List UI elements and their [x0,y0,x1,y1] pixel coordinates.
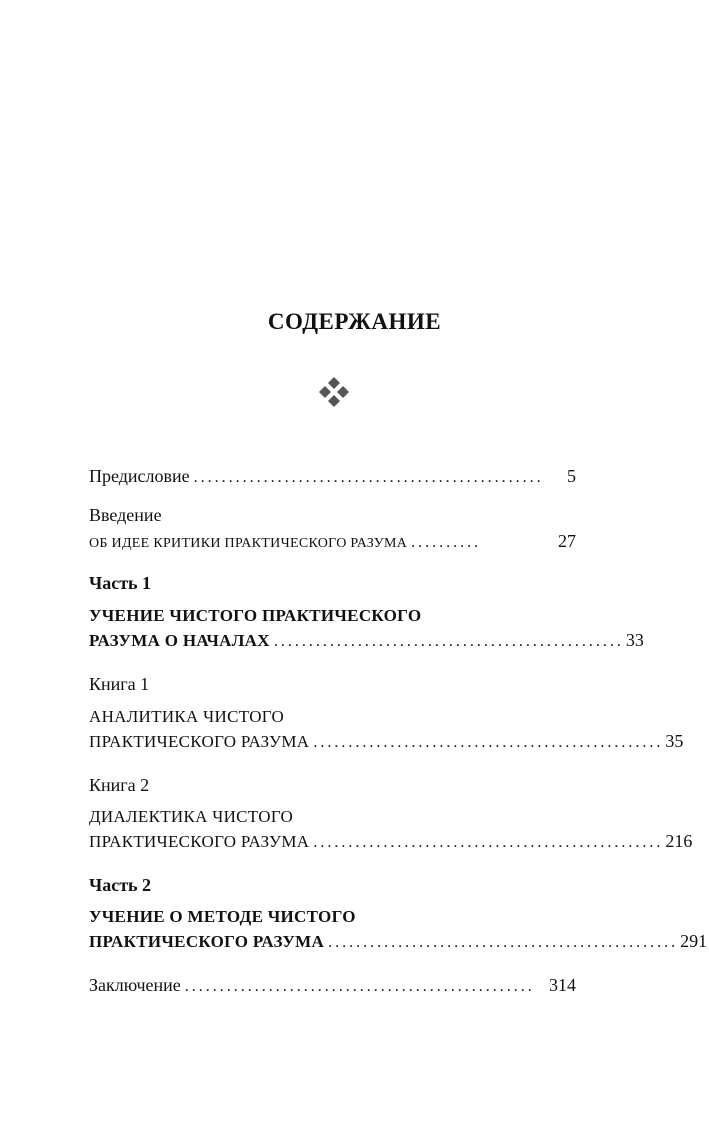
toc-entry-label: Заключение [89,975,181,995]
toc-entry-conclusion[interactable] [89,974,576,998]
toc-heading-intro: Введение [89,505,162,525]
page-title: СОДЕРЖАНИЕ [267,309,442,334]
toc-leader-dots: .................................................. [313,734,664,751]
toc-leader-dots: .......... [411,534,482,551]
toc-heading-part2: Часть 2 [89,875,152,895]
toc-entry-intro[interactable] [89,530,576,555]
table-of-contents [89,0,708,1122]
toc-entry-book2[interactable] [89,830,693,854]
toc-leader-dots: .................................................. [193,469,544,486]
toc-page-number: 35 [665,731,684,751]
toc-page-number: 291 [680,931,708,951]
toc-entry-label: РАЗУМА О НАЧАЛАХ [89,631,270,650]
toc-heading-book2: Книга 2 [89,775,150,795]
toc-entry-label: ПРАКТИЧЕСКОГО РАЗУМА [89,932,325,951]
toc-part2-title-line1: УЧЕНИЕ О МЕТОДЕ ЧИСТОГО [89,907,356,926]
toc-entry-label: ОБ ИДЕЕ КРИТИКИ ПРАКТИЧЕСКОГО РАЗУМА [89,536,408,551]
toc-leader-dots: .................................................. [273,633,624,650]
toc-part1-title-line1: УЧЕНИЕ ЧИСТОГО ПРАКТИЧЕСКОГО [89,606,422,625]
toc-entry-label: Предисловие [89,466,190,486]
toc-entry-book1[interactable] [89,730,684,754]
toc-leader-dots: .................................................. [328,934,679,951]
toc-book2-title-line1: ДИАЛЕКТИКА ЧИСТОГО [89,807,294,826]
toc-page-number: 216 [665,831,693,851]
toc-entry-part2[interactable] [89,930,708,954]
toc-page-number: 27 [558,531,576,551]
toc-entry-label: ПРАКТИЧЕСКОГО РАЗУМА [89,732,310,751]
toc-heading-part1: Часть 1 [89,573,152,593]
toc-heading-book1: Книга 1 [89,674,150,694]
toc-leader-dots: .................................................. [313,834,664,851]
toc-entry-preface[interactable] [89,465,576,489]
toc-entry-label: ПРАКТИЧЕСКОГО РАЗУМА [89,832,310,851]
toc-leader-dots: .................................................. [184,978,535,995]
toc-entry-part1[interactable] [89,629,644,653]
toc-page-number: 314 [549,975,576,995]
toc-page-number: 5 [567,466,576,486]
toc-book1-title-line1: АНАЛИТИКА ЧИСТОГО [89,707,285,726]
toc-page-number: 33 [625,630,644,650]
